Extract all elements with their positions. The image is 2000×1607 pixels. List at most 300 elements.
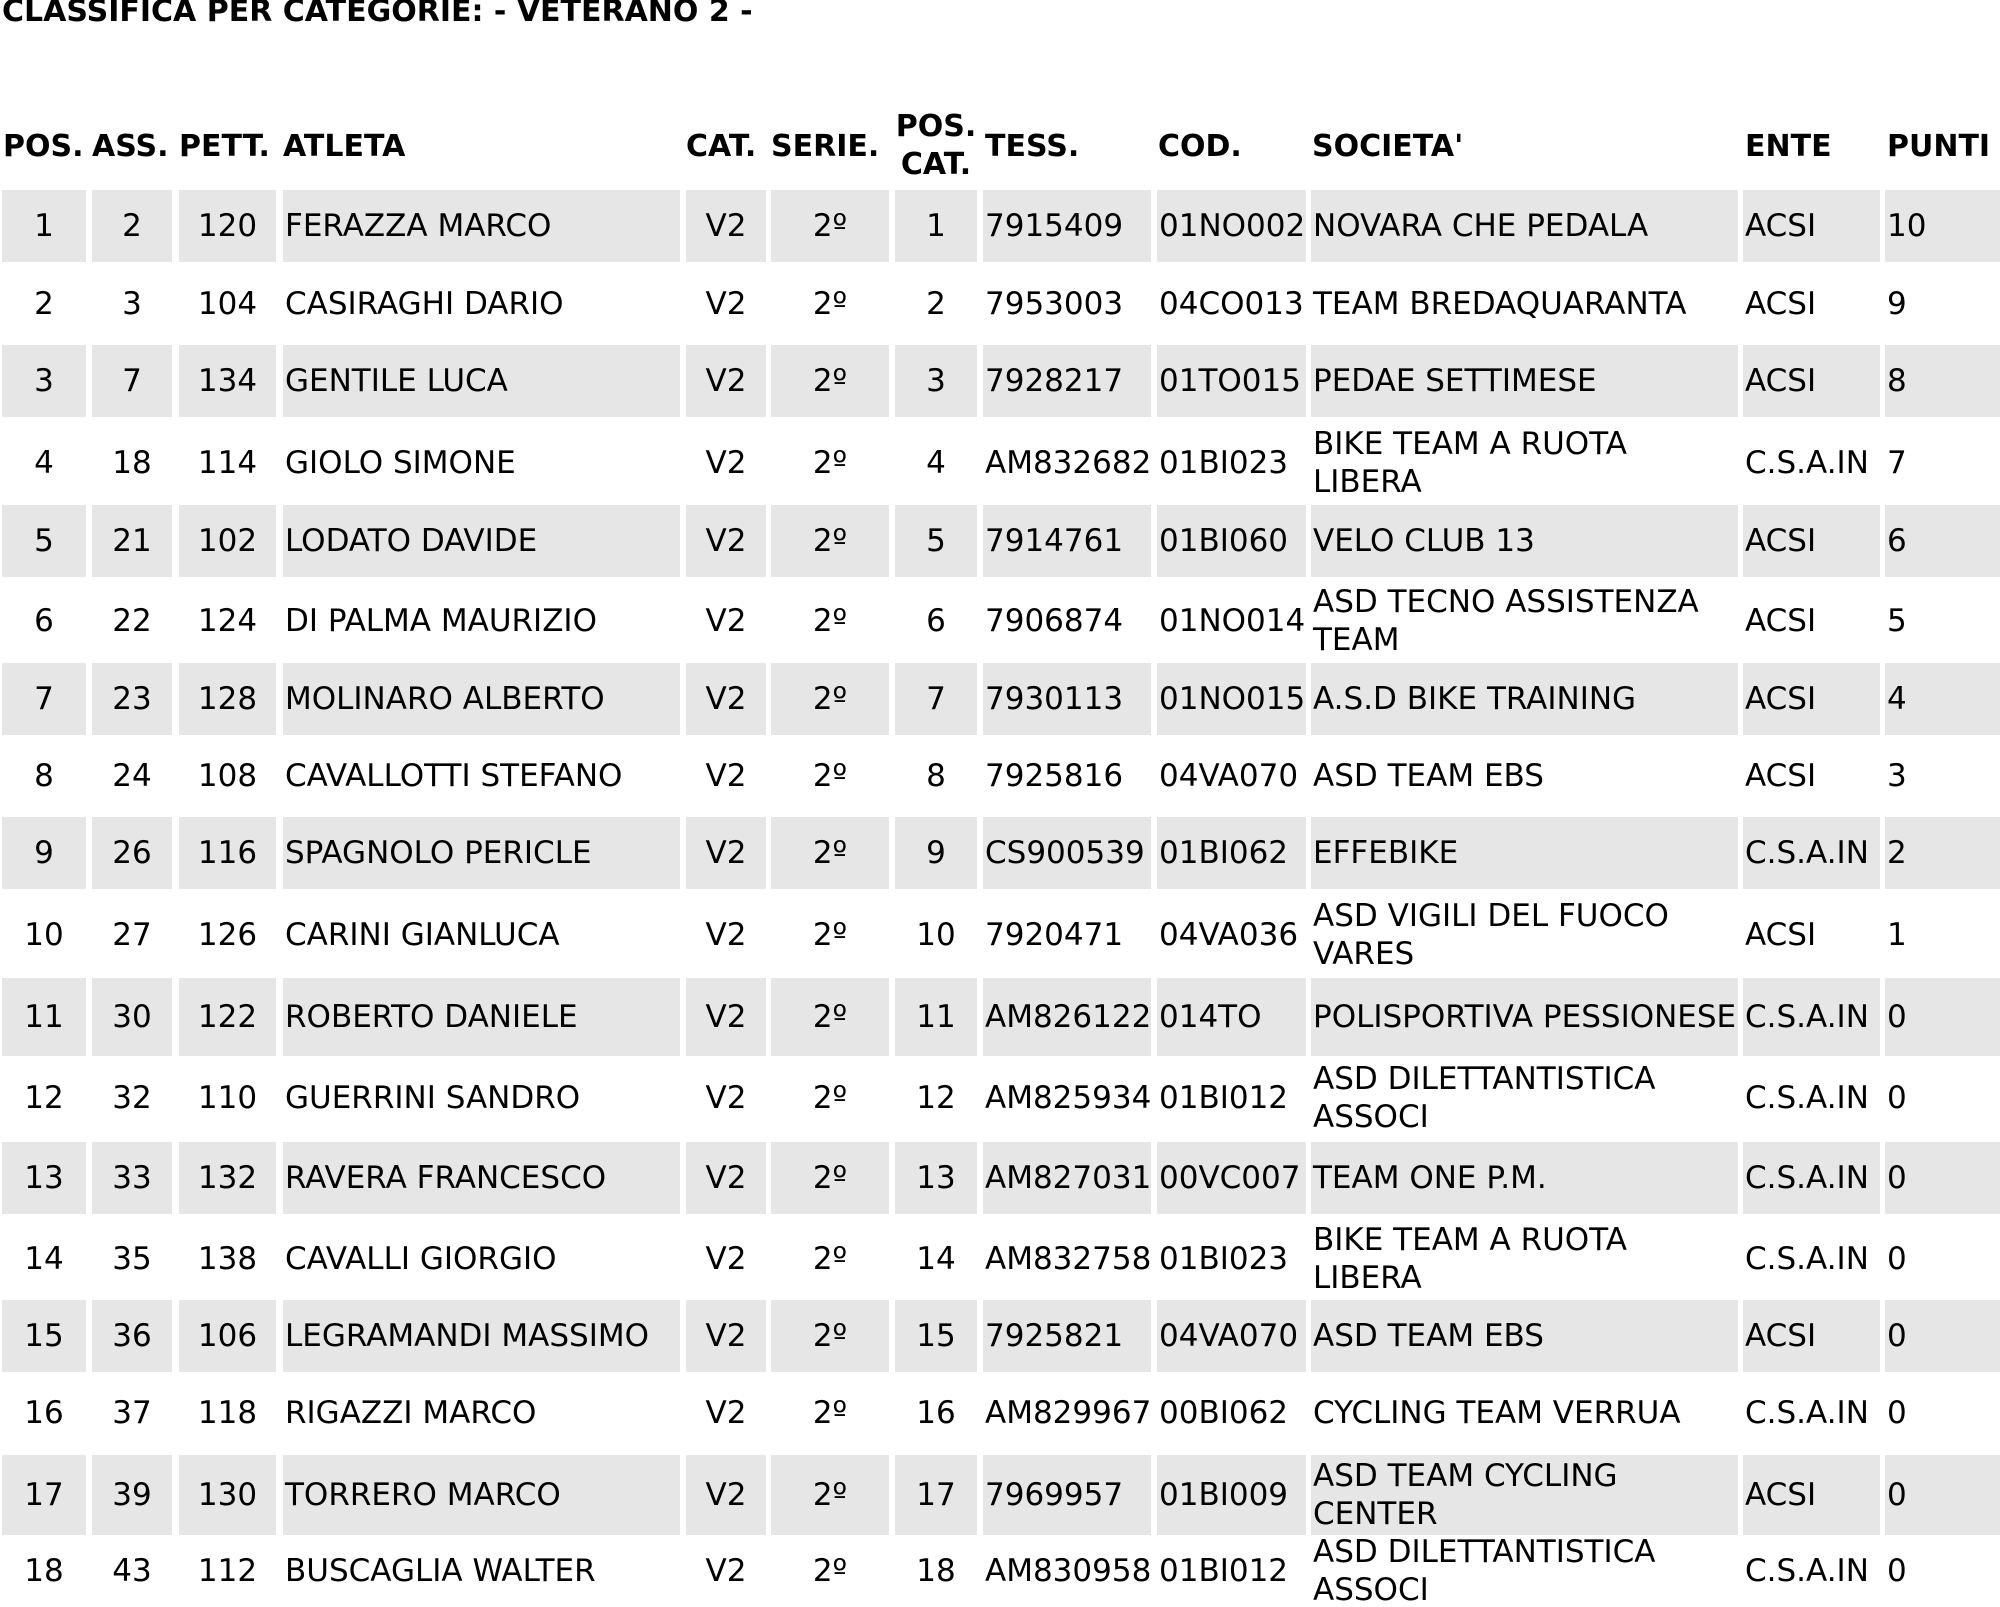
cell-poscat-text: 8 xyxy=(926,758,946,794)
cell-cod-text: 01TO015 xyxy=(1159,363,1301,399)
cell-serie xyxy=(771,580,889,662)
cell-ass-text: 43 xyxy=(112,1553,152,1589)
cell-pett-text: 114 xyxy=(197,445,258,481)
cell-pett-text: 130 xyxy=(197,1477,258,1513)
cell-punti-text: 8 xyxy=(1887,363,1907,399)
cell-societa xyxy=(1311,1218,1738,1300)
cell-societa-text: POLISPORTIVA PESSIONESE xyxy=(1313,999,1737,1035)
cell-cod xyxy=(1157,505,1306,577)
cell-punti-text: 9 xyxy=(1887,286,1907,322)
cell-societa-text: ASD TECNO ASSISTENZA TEAM xyxy=(1313,584,1699,658)
cell-pett xyxy=(179,978,276,1056)
cell-atleta xyxy=(283,740,680,812)
cell-punti-text: 2 xyxy=(1887,835,1907,871)
cell-tess xyxy=(983,663,1151,735)
cell-serie-text: 2º xyxy=(812,208,848,244)
cell-cod xyxy=(1157,1057,1306,1139)
table-row xyxy=(0,894,2000,976)
header-serie: SERIE. xyxy=(771,129,880,164)
cell-tess-text: 7953003 xyxy=(985,286,1124,322)
cell-punti-text: 0 xyxy=(1887,1318,1907,1354)
cell-pos-text: 10 xyxy=(24,917,64,953)
cell-pos-text: 5 xyxy=(34,523,54,559)
cell-pett-text: 106 xyxy=(197,1318,258,1354)
cell-pos xyxy=(2,1300,86,1372)
cell-atleta-text: LEGRAMANDI MASSIMO xyxy=(285,1318,649,1354)
header-atleta: ATLETA xyxy=(283,129,406,164)
cell-societa-text: NOVARA CHE PEDALA xyxy=(1313,208,1649,244)
cell-punti xyxy=(1885,1377,2000,1449)
cell-ente xyxy=(1743,1455,1880,1535)
cell-tess-text: AM832758 xyxy=(985,1241,1151,1277)
table-row xyxy=(0,1535,2000,1607)
header-poscat-line2: CAT. xyxy=(900,147,972,182)
table-row xyxy=(0,740,2000,812)
cell-ente-text: ACSI xyxy=(1745,208,1817,244)
cell-atleta xyxy=(283,422,680,504)
cell-ente xyxy=(1743,1300,1880,1372)
cell-cod xyxy=(1157,894,1306,976)
cell-cat-text: V2 xyxy=(705,758,747,794)
cell-pett-text: 126 xyxy=(197,917,258,953)
cell-pos xyxy=(2,1142,86,1214)
cell-cat xyxy=(686,1377,766,1449)
cell-serie-text: 2º xyxy=(812,1395,848,1431)
cell-ass xyxy=(92,1218,172,1300)
cell-serie xyxy=(771,268,889,340)
cell-pos xyxy=(2,505,86,577)
cell-serie xyxy=(771,663,889,735)
cell-cat xyxy=(686,1535,766,1607)
cell-tess-text: CS900539 xyxy=(985,835,1145,871)
cell-cod xyxy=(1157,1455,1306,1535)
cell-punti-text: 1 xyxy=(1887,917,1907,953)
cell-atleta xyxy=(283,1300,680,1372)
cell-punti xyxy=(1885,663,2000,735)
header-punti: PUNTI xyxy=(1887,129,1991,164)
cell-cat xyxy=(686,1455,766,1535)
cell-tess xyxy=(983,978,1151,1056)
cell-pos-text: 18 xyxy=(24,1553,64,1589)
cell-atleta xyxy=(283,894,680,976)
cell-punti-text: 5 xyxy=(1887,603,1907,639)
cell-pos-text: 2 xyxy=(34,286,54,322)
cell-cat xyxy=(686,978,766,1056)
cell-societa xyxy=(1311,663,1738,735)
cell-pett xyxy=(179,268,276,340)
cell-ass xyxy=(92,1535,172,1607)
cell-poscat xyxy=(895,1455,977,1535)
cell-punti-text: 0 xyxy=(1887,1477,1907,1513)
cell-pos-text: 3 xyxy=(34,363,54,399)
table-row xyxy=(0,580,2000,662)
cell-poscat xyxy=(895,505,977,577)
cell-atleta-text: DI PALMA MAURIZIO xyxy=(285,603,597,639)
cell-cod xyxy=(1157,817,1306,889)
cell-societa xyxy=(1311,268,1738,340)
cell-poscat-text: 17 xyxy=(916,1477,956,1513)
cell-ass-text: 33 xyxy=(112,1160,152,1196)
header-cod: COD. xyxy=(1158,129,1242,164)
cell-serie xyxy=(771,1535,889,1607)
header-ente: ENTE xyxy=(1745,129,1832,164)
cell-atleta xyxy=(283,978,680,1056)
cell-cat xyxy=(686,740,766,812)
cell-pett xyxy=(179,894,276,976)
cell-atleta xyxy=(283,268,680,340)
cell-cod-text: 01BI009 xyxy=(1159,1477,1289,1513)
cell-cod xyxy=(1157,345,1306,417)
cell-cod xyxy=(1157,1535,1306,1607)
cell-ente-text: C.S.A.IN xyxy=(1745,1553,1869,1589)
cell-poscat xyxy=(895,1218,977,1300)
cell-ass xyxy=(92,190,172,262)
cell-tess xyxy=(983,1218,1151,1300)
cell-cod-text: 014TO xyxy=(1159,999,1262,1035)
cell-tess xyxy=(983,505,1151,577)
cell-pett xyxy=(179,580,276,662)
cell-societa-text: TEAM ONE P.M. xyxy=(1313,1160,1547,1196)
cell-serie-text: 2º xyxy=(812,681,848,717)
cell-atleta xyxy=(283,1142,680,1214)
cell-punti xyxy=(1885,740,2000,812)
cell-cat-text: V2 xyxy=(705,1395,747,1431)
cell-societa xyxy=(1311,1455,1738,1535)
cell-punti xyxy=(1885,190,2000,262)
cell-ass-text: 23 xyxy=(112,681,152,717)
cell-atleta xyxy=(283,580,680,662)
cell-tess-text: 7969957 xyxy=(985,1477,1124,1513)
cell-ente-text: ACSI xyxy=(1745,758,1817,794)
cell-poscat-text: 13 xyxy=(916,1160,956,1196)
cell-ente-text: C.S.A.IN xyxy=(1745,1080,1869,1116)
cell-poscat xyxy=(895,1377,977,1449)
table-row xyxy=(0,817,2000,889)
cell-pett-text: 104 xyxy=(197,286,258,322)
cell-pett-text: 124 xyxy=(197,603,258,639)
cell-ente-text: ACSI xyxy=(1745,286,1817,322)
cell-societa xyxy=(1311,422,1738,504)
cell-serie-text: 2º xyxy=(812,1080,848,1116)
cell-pos-text: 12 xyxy=(24,1080,64,1116)
cell-cat-text: V2 xyxy=(705,445,747,481)
cell-ente-text: C.S.A.IN xyxy=(1745,835,1869,871)
cell-tess xyxy=(983,1057,1151,1139)
cell-societa-text: ASD TEAM CYCLING CENTER xyxy=(1313,1458,1618,1532)
cell-ass xyxy=(92,345,172,417)
cell-ass-text: 30 xyxy=(112,999,152,1035)
cell-poscat xyxy=(895,1142,977,1214)
cell-poscat-text: 11 xyxy=(916,999,956,1035)
cell-cod-text: 04VA036 xyxy=(1159,917,1299,953)
cell-ass xyxy=(92,1142,172,1214)
cell-cod-text: 01BI023 xyxy=(1159,1241,1289,1277)
cell-serie-text: 2º xyxy=(812,1553,848,1589)
cell-atleta-text: FERAZZA MARCO xyxy=(285,208,552,244)
cell-serie-text: 2º xyxy=(812,758,848,794)
cell-ente-text: ACSI xyxy=(1745,523,1817,559)
cell-cat-text: V2 xyxy=(705,1241,747,1277)
cell-pos xyxy=(2,190,86,262)
cell-cod xyxy=(1157,1300,1306,1372)
cell-ente-text: ACSI xyxy=(1745,917,1817,953)
cell-tess xyxy=(983,1300,1151,1372)
table-row xyxy=(0,1057,2000,1139)
cell-cat xyxy=(686,1218,766,1300)
cell-punti-text: 0 xyxy=(1887,1160,1907,1196)
cell-serie xyxy=(771,1218,889,1300)
cell-punti xyxy=(1885,422,2000,504)
cell-societa-text: VELO CLUB 13 xyxy=(1313,523,1535,559)
cell-societa-text: BIKE TEAM A RUOTA LIBERA xyxy=(1313,426,1627,500)
cell-poscat-text: 18 xyxy=(916,1553,956,1589)
cell-punti xyxy=(1885,894,2000,976)
cell-cat-text: V2 xyxy=(705,917,747,953)
cell-punti-text: 0 xyxy=(1887,1241,1907,1277)
cell-poscat xyxy=(895,190,977,262)
cell-atleta-text: LODATO DAVIDE xyxy=(285,523,538,559)
cell-ass-text: 2 xyxy=(122,208,142,244)
cell-atleta-text: BUSCAGLIA WALTER xyxy=(285,1553,596,1589)
cell-poscat-text: 16 xyxy=(916,1395,956,1431)
cell-cod-text: 00BI062 xyxy=(1159,1395,1289,1431)
cell-poscat xyxy=(895,1057,977,1139)
cell-atleta-text: RAVERA FRANCESCO xyxy=(285,1160,607,1196)
cell-cod-text: 01NO002 xyxy=(1159,208,1306,244)
cell-poscat-text: 5 xyxy=(926,523,946,559)
cell-cod xyxy=(1157,978,1306,1056)
cell-ente-text: ACSI xyxy=(1745,681,1817,717)
cell-pos xyxy=(2,978,86,1056)
cell-pett-text: 132 xyxy=(197,1160,258,1196)
cell-ass-text: 24 xyxy=(112,758,152,794)
cell-atleta-text: CAVALLI GIORGIO xyxy=(285,1241,557,1277)
cell-punti-text: 3 xyxy=(1887,758,1907,794)
cell-punti xyxy=(1885,345,2000,417)
header-cat: CAT. xyxy=(686,129,757,164)
cell-poscat xyxy=(895,663,977,735)
cell-tess xyxy=(983,1455,1151,1535)
cell-punti-text: 0 xyxy=(1887,1395,1907,1431)
cell-ass-text: 27 xyxy=(112,917,152,953)
cell-cod xyxy=(1157,1377,1306,1449)
cell-pos xyxy=(2,422,86,504)
cell-tess xyxy=(983,345,1151,417)
cell-cat xyxy=(686,1300,766,1372)
cell-pos xyxy=(2,345,86,417)
cell-poscat xyxy=(895,817,977,889)
cell-pett xyxy=(179,1455,276,1535)
cell-societa xyxy=(1311,1300,1738,1372)
cell-tess xyxy=(983,1142,1151,1214)
cell-atleta xyxy=(283,1057,680,1139)
cell-ass xyxy=(92,422,172,504)
cell-punti xyxy=(1885,1455,2000,1535)
cell-atleta xyxy=(283,345,680,417)
cell-ente xyxy=(1743,190,1880,262)
cell-pett-text: 110 xyxy=(197,1080,258,1116)
cell-serie-text: 2º xyxy=(812,603,848,639)
cell-tess-text: 7920471 xyxy=(985,917,1124,953)
cell-societa-text: TEAM BREDAQUARANTA xyxy=(1313,286,1687,322)
cell-poscat xyxy=(895,345,977,417)
cell-ass-text: 22 xyxy=(112,603,152,639)
cell-cod-text: 04VA070 xyxy=(1159,1318,1299,1354)
cell-societa-text: ASD TEAM EBS xyxy=(1313,1318,1544,1354)
cell-atleta xyxy=(283,1535,680,1607)
cell-serie xyxy=(771,505,889,577)
cell-punti xyxy=(1885,1057,2000,1139)
cell-atleta xyxy=(283,1377,680,1449)
cell-serie-text: 2º xyxy=(812,1241,848,1277)
header-tess: TESS. xyxy=(985,129,1080,164)
cell-pos-text: 8 xyxy=(34,758,54,794)
cell-pos xyxy=(2,817,86,889)
cell-pett-text: 128 xyxy=(197,681,258,717)
cell-cod-text: 01BI023 xyxy=(1159,445,1289,481)
cell-cat-text: V2 xyxy=(705,363,747,399)
cell-ente xyxy=(1743,268,1880,340)
cell-ass-text: 37 xyxy=(112,1395,152,1431)
cell-cod-text: 00VC007 xyxy=(1159,1160,1301,1196)
cell-pos-text: 17 xyxy=(24,1477,64,1513)
cell-societa-text: ASD TEAM EBS xyxy=(1313,758,1544,794)
cell-serie-text: 2º xyxy=(812,445,848,481)
cell-societa xyxy=(1311,580,1738,662)
cell-pos xyxy=(2,663,86,735)
cell-pett-text: 122 xyxy=(197,999,258,1035)
cell-ass xyxy=(92,978,172,1056)
cell-cod xyxy=(1157,268,1306,340)
cell-cod xyxy=(1157,1142,1306,1214)
cell-tess-text: AM826122 xyxy=(985,999,1151,1035)
cell-atleta-text: ROBERTO DANIELE xyxy=(285,999,578,1035)
cell-pos xyxy=(2,1455,86,1535)
cell-tess xyxy=(983,190,1151,262)
cell-poscat-text: 7 xyxy=(926,681,946,717)
cell-poscat-text: 15 xyxy=(916,1318,956,1354)
cell-atleta-text: CAVALLOTTI STEFANO xyxy=(285,758,623,794)
cell-cod-text: 01NO015 xyxy=(1159,681,1306,717)
cell-societa-text: ASD VIGILI DEL FUOCO VARES xyxy=(1313,898,1669,972)
cell-societa-text: BIKE TEAM A RUOTA LIBERA xyxy=(1313,1222,1627,1296)
cell-serie-text: 2º xyxy=(812,999,848,1035)
cell-tess xyxy=(983,1535,1151,1607)
cell-serie xyxy=(771,1455,889,1535)
cell-serie xyxy=(771,817,889,889)
cell-pett xyxy=(179,817,276,889)
cell-pett xyxy=(179,663,276,735)
cell-pett-text: 112 xyxy=(197,1553,258,1589)
cell-ente-text: C.S.A.IN xyxy=(1745,999,1869,1035)
cell-tess xyxy=(983,740,1151,812)
cell-atleta-text: TORRERO MARCO xyxy=(285,1477,561,1513)
cell-cat xyxy=(686,190,766,262)
cell-cat-text: V2 xyxy=(705,999,747,1035)
cell-punti xyxy=(1885,978,2000,1056)
cell-cod-text: 01BI060 xyxy=(1159,523,1289,559)
cell-serie xyxy=(771,1057,889,1139)
cell-poscat-text: 6 xyxy=(926,603,946,639)
cell-cat xyxy=(686,817,766,889)
cell-cat xyxy=(686,268,766,340)
cell-cat-text: V2 xyxy=(705,1160,747,1196)
cell-poscat-text: 14 xyxy=(916,1241,956,1277)
cell-cat xyxy=(686,505,766,577)
cell-serie xyxy=(771,894,889,976)
cell-ente xyxy=(1743,505,1880,577)
header-pos: POS. xyxy=(3,129,84,164)
cell-cat-text: V2 xyxy=(705,835,747,871)
cell-societa-text: ASD DILETTANTISTICA ASSOCI xyxy=(1313,1535,1656,1607)
cell-ente xyxy=(1743,422,1880,504)
cell-poscat-text: 2 xyxy=(926,286,946,322)
cell-serie-text: 2º xyxy=(812,363,848,399)
cell-ente xyxy=(1743,663,1880,735)
cell-ass-text: 21 xyxy=(112,523,152,559)
cell-societa xyxy=(1311,894,1738,976)
cell-ass-text: 36 xyxy=(112,1318,152,1354)
cell-ass xyxy=(92,580,172,662)
cell-cat xyxy=(686,580,766,662)
cell-pos-text: 1 xyxy=(34,208,54,244)
cell-atleta xyxy=(283,190,680,262)
cell-tess-text: 7914761 xyxy=(985,523,1124,559)
cell-atleta-text: RIGAZZI MARCO xyxy=(285,1395,537,1431)
cell-poscat-text: 1 xyxy=(926,208,946,244)
cell-poscat xyxy=(895,740,977,812)
cell-poscat xyxy=(895,1300,977,1372)
cell-ass-text: 7 xyxy=(122,363,142,399)
cell-societa xyxy=(1311,190,1738,262)
cell-ente-text: C.S.A.IN xyxy=(1745,1160,1869,1196)
cell-serie-text: 2º xyxy=(812,917,848,953)
cell-tess xyxy=(983,1377,1151,1449)
cell-poscat-text: 10 xyxy=(916,917,956,953)
cell-cod-text: 04CO013 xyxy=(1159,286,1304,322)
cell-cat xyxy=(686,422,766,504)
cell-societa xyxy=(1311,740,1738,812)
cell-ass-text: 26 xyxy=(112,835,152,871)
table-row xyxy=(0,345,2000,417)
cell-pos-text: 4 xyxy=(34,445,54,481)
table-row xyxy=(0,190,2000,262)
cell-serie xyxy=(771,978,889,1056)
cell-punti-text: 4 xyxy=(1887,681,1907,717)
cell-societa-text: CYCLING TEAM VERRUA xyxy=(1313,1395,1681,1431)
cell-ass xyxy=(92,817,172,889)
cell-pett xyxy=(179,422,276,504)
cell-tess-text: AM832682 xyxy=(985,445,1151,481)
cell-cat-text: V2 xyxy=(705,1553,747,1589)
cell-serie-text: 2º xyxy=(812,1318,848,1354)
cell-poscat-text: 3 xyxy=(926,363,946,399)
cell-ente-text: ACSI xyxy=(1745,1477,1817,1513)
table-row xyxy=(0,1300,2000,1372)
cell-pos xyxy=(2,740,86,812)
cell-pos-text: 13 xyxy=(24,1160,64,1196)
cell-societa xyxy=(1311,1377,1738,1449)
cell-punti xyxy=(1885,505,2000,577)
cell-cod-text: 04VA070 xyxy=(1159,758,1299,794)
cell-ente xyxy=(1743,345,1880,417)
cell-pos xyxy=(2,1057,86,1139)
cell-cat xyxy=(686,663,766,735)
cell-ass xyxy=(92,268,172,340)
cell-atleta xyxy=(283,1455,680,1535)
cell-serie-text: 2º xyxy=(812,286,848,322)
cell-ente-text: C.S.A.IN xyxy=(1745,445,1869,481)
